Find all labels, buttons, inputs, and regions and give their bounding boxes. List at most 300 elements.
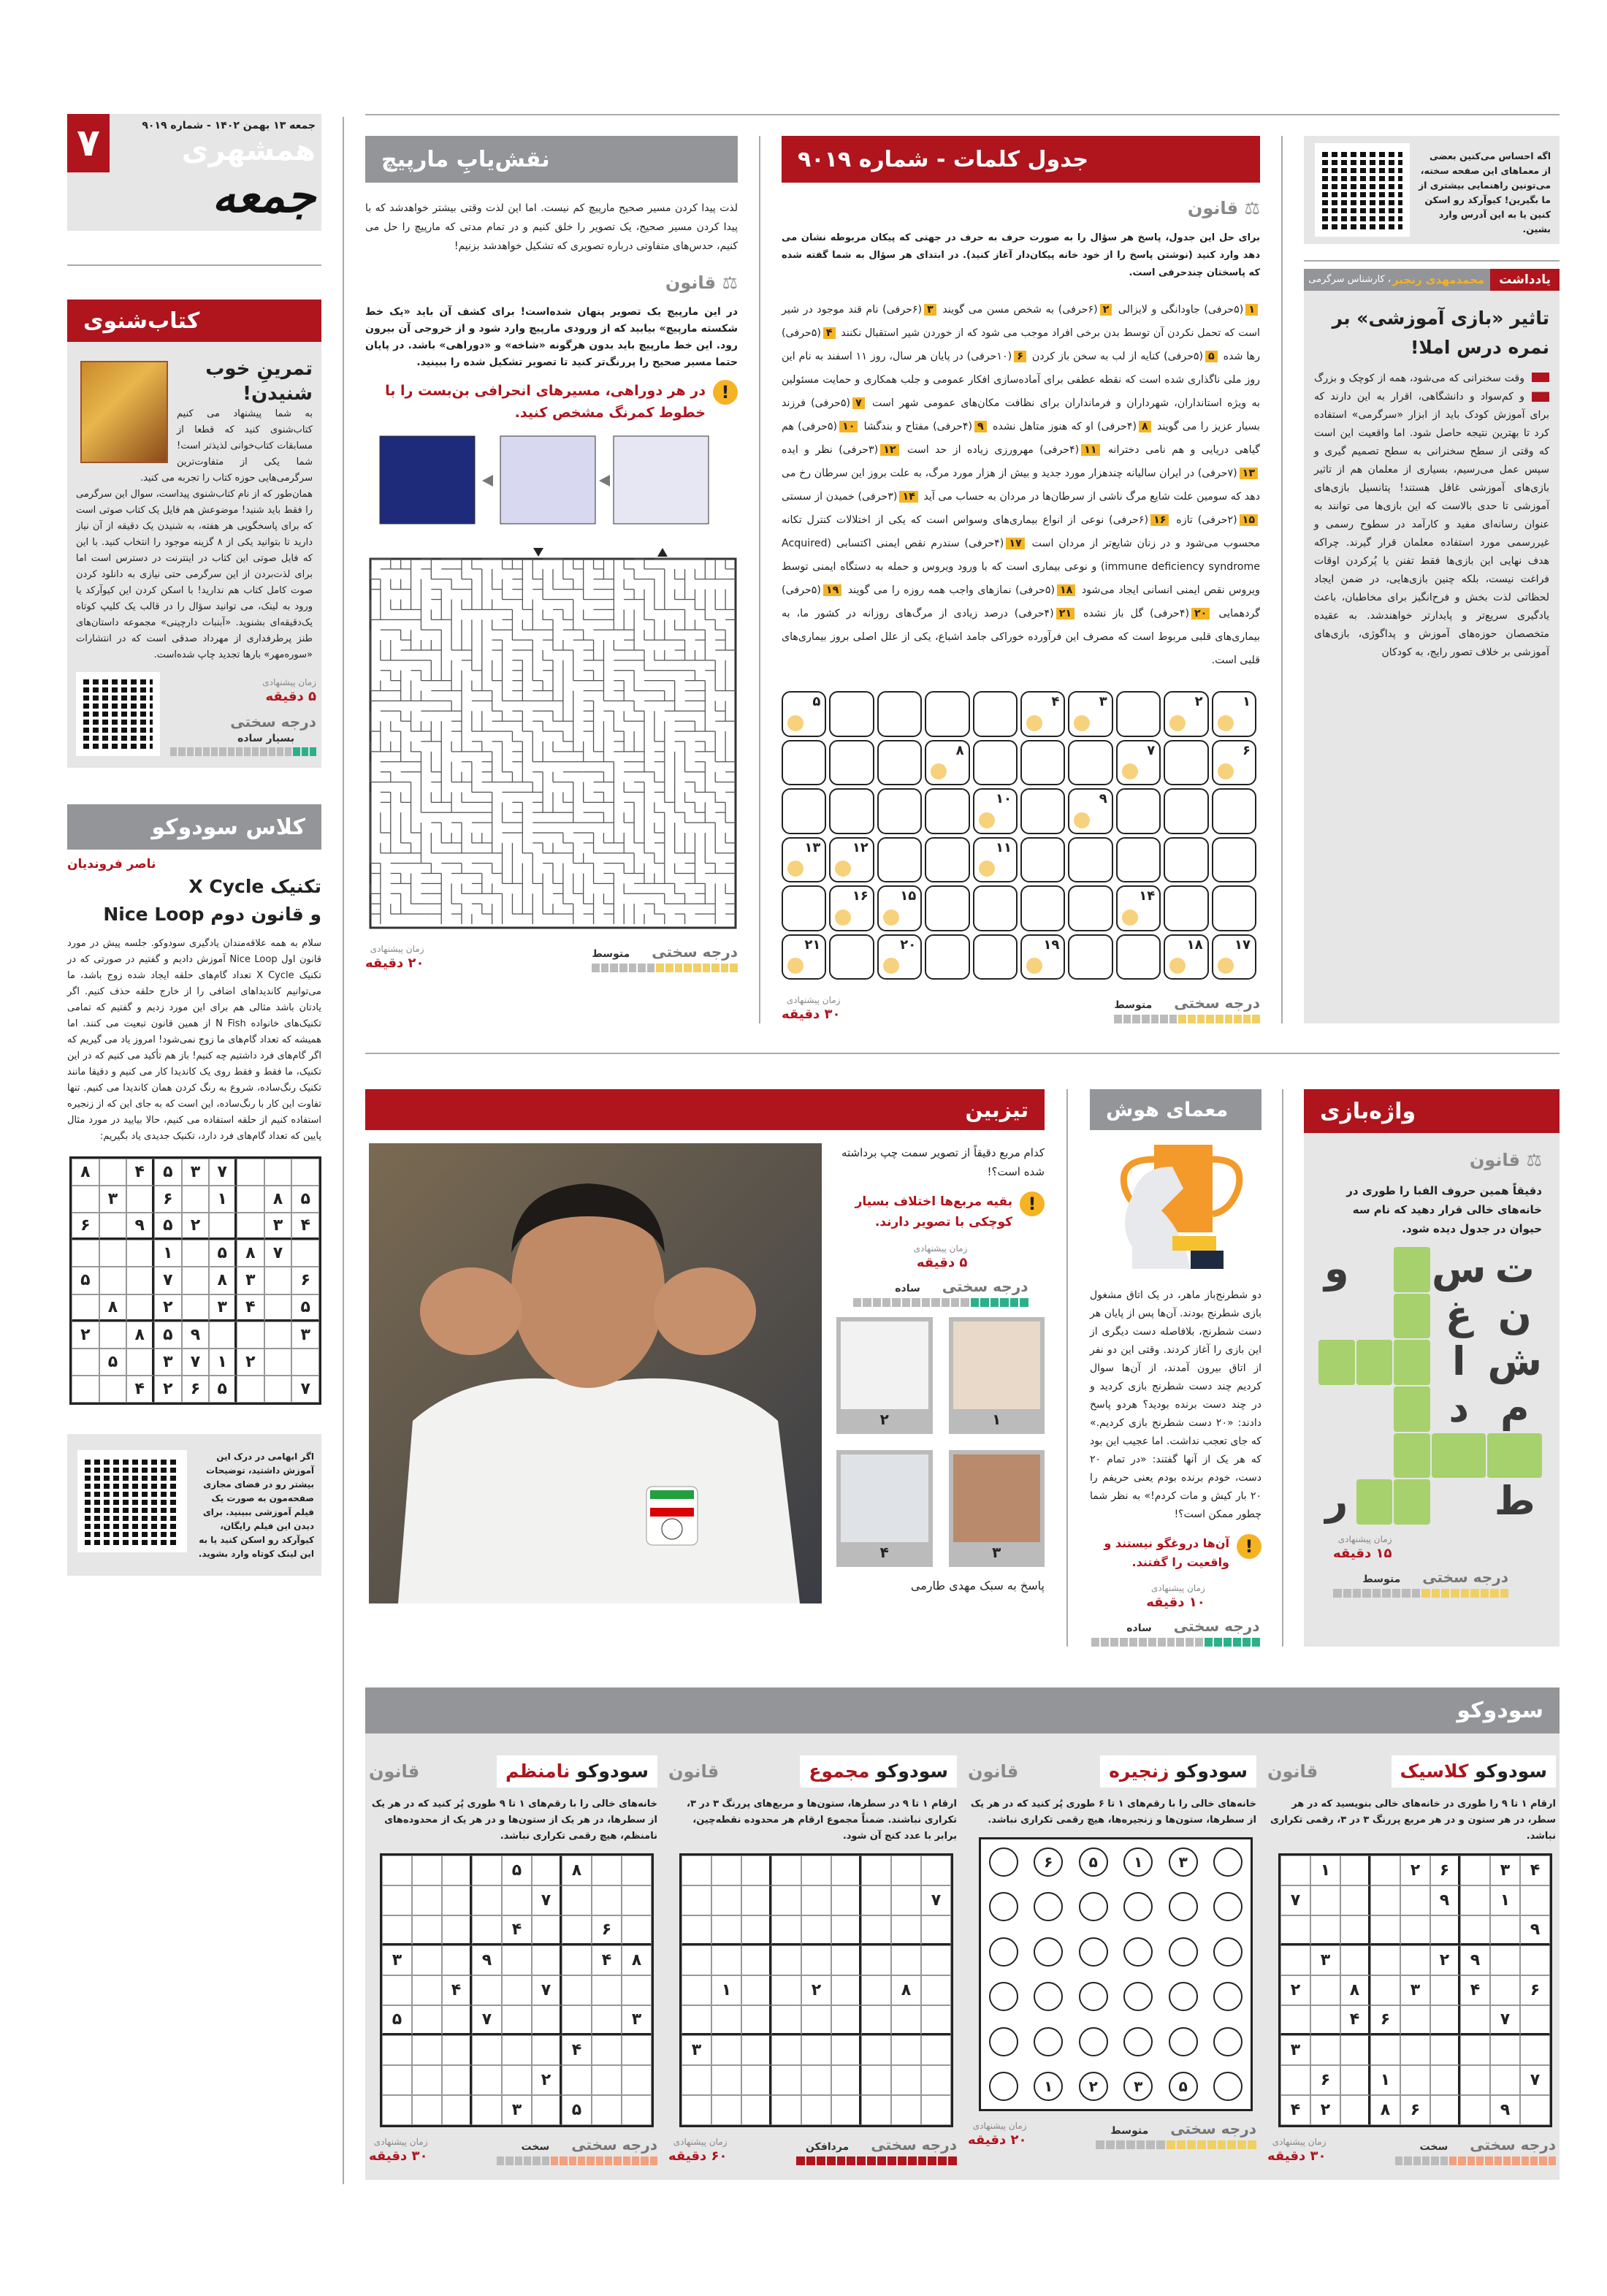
chain-circle[interactable] [1169, 1937, 1198, 1967]
sudoku-cell[interactable] [771, 1975, 801, 2005]
sudoku-cell[interactable] [771, 1856, 801, 1885]
chain-circle[interactable]: ۲ [1079, 2072, 1108, 2101]
sudoku-cell[interactable] [209, 1213, 237, 1240]
sudoku-cell[interactable] [502, 1945, 532, 1975]
sudoku-cell[interactable] [126, 1349, 154, 1376]
crossword-cell[interactable] [1116, 837, 1161, 883]
sudoku-cell[interactable] [264, 1159, 292, 1186]
sudoku-cell[interactable] [382, 1885, 412, 1915]
sudoku-cell[interactable] [1370, 1945, 1400, 1975]
sudoku-cell[interactable] [182, 1186, 210, 1213]
wordplay-empty-cell[interactable] [1487, 1433, 1542, 1479]
sudoku-cell[interactable] [442, 1856, 472, 1885]
sudoku-cell[interactable] [99, 1213, 127, 1240]
chain-circle[interactable] [1169, 2027, 1198, 2056]
sudoku-cell[interactable] [1430, 2005, 1460, 2035]
sudoku-cell[interactable] [831, 1885, 861, 1915]
sudoku-cell[interactable] [891, 2035, 921, 2065]
sudoku-cell[interactable] [741, 1885, 771, 1915]
sudoku-cell[interactable] [861, 1915, 891, 1945]
sudoku-cell[interactable] [412, 1885, 442, 1915]
sudoku-cell[interactable] [861, 2035, 891, 2065]
crossword-cell[interactable] [877, 788, 922, 834]
crossword-cell[interactable] [1020, 885, 1065, 931]
sudoku-cell[interactable] [442, 2065, 472, 2095]
crossword-cell[interactable] [1020, 837, 1065, 883]
sudoku-cell[interactable] [182, 1294, 210, 1321]
sudoku-cell[interactable] [771, 2095, 801, 2125]
sudoku-cell[interactable] [382, 2065, 412, 2095]
sudoku-cell[interactable] [1340, 2095, 1370, 2125]
sudoku-cell[interactable] [237, 1213, 264, 1240]
chain-circle[interactable] [1079, 1982, 1108, 2011]
sudoku-cell[interactable] [562, 1885, 592, 1915]
sudoku-cell[interactable] [711, 2095, 741, 2125]
chain-circle[interactable] [1213, 1937, 1243, 1967]
chain-circle[interactable] [1213, 2027, 1243, 2056]
crossword-cell[interactable] [877, 934, 922, 980]
crossword-cell[interactable] [1116, 788, 1161, 834]
sudoku-cell[interactable] [592, 2035, 622, 2065]
sudoku-cell[interactable] [801, 2005, 831, 2035]
chain-circle[interactable] [989, 1847, 1018, 1877]
sudoku-cell[interactable] [532, 1915, 562, 1945]
sudoku-cell[interactable] [382, 2035, 412, 2065]
sudoku-cell[interactable] [532, 2035, 562, 2065]
crossword-cell[interactable] [829, 691, 874, 737]
crossword-cell[interactable] [782, 934, 826, 980]
crossword-cell[interactable] [1212, 934, 1256, 980]
crossword-cell[interactable] [925, 740, 969, 786]
sudoku-cell[interactable] [442, 2035, 472, 2065]
sudoku-cell[interactable] [861, 1856, 891, 1885]
sudoku-cell[interactable] [861, 2065, 891, 2095]
chain-circle[interactable] [1079, 2027, 1108, 2056]
sudoku-cell[interactable] [562, 2005, 592, 2035]
sudoku-cell[interactable] [1400, 2035, 1430, 2065]
sudoku-cell[interactable] [472, 2095, 502, 2125]
sudoku-cell[interactable] [771, 2065, 801, 2095]
spot-option-1[interactable] [949, 1317, 1045, 1434]
sudoku-cell[interactable] [831, 1915, 861, 1945]
sudoku-cell[interactable] [264, 1267, 292, 1294]
sudoku-cell[interactable] [831, 2095, 861, 2125]
sudoku-cell[interactable] [682, 2065, 711, 2095]
chain-circle[interactable] [1123, 1982, 1153, 2011]
sudoku-grid[interactable] [679, 1853, 953, 2127]
sudoku-cell[interactable] [1370, 1885, 1400, 1915]
sudoku-cell[interactable] [891, 1945, 921, 1975]
sudoku-cell[interactable] [1430, 1975, 1460, 2005]
maze-puzzle[interactable] [369, 546, 738, 930]
crossword-cell[interactable] [1020, 691, 1065, 737]
sudoku-cell[interactable] [861, 1975, 891, 2005]
crossword-cell[interactable] [782, 837, 826, 883]
sudoku-cell[interactable] [502, 1885, 532, 1915]
sudoku-cell[interactable] [1310, 1885, 1340, 1915]
crossword-cell[interactable] [829, 740, 874, 786]
chain-circle[interactable] [989, 2027, 1018, 2056]
chain-circle[interactable] [1079, 1892, 1108, 1921]
sudoku-cell[interactable] [1340, 1856, 1370, 1885]
sudoku-cell[interactable] [1490, 1945, 1520, 1975]
hint-qr-code[interactable] [1315, 143, 1410, 237]
crossword-cell[interactable] [1068, 837, 1112, 883]
sudoku-cell[interactable] [126, 1186, 154, 1213]
sudoku-cell[interactable] [382, 1856, 412, 1885]
chain-circle[interactable] [1123, 2027, 1153, 2056]
sudoku-cell[interactable] [622, 1915, 652, 1945]
wordplay-empty-cell[interactable] [1394, 1479, 1430, 1525]
sudoku-cell[interactable] [622, 1856, 652, 1885]
sudoku-cell[interactable] [562, 1945, 592, 1975]
sudoku-cell[interactable] [1400, 2005, 1430, 2035]
sudoku-cell[interactable] [99, 1376, 127, 1403]
sudoku-cell[interactable] [1460, 1856, 1490, 1885]
sudoku-cell[interactable] [592, 1975, 622, 2005]
sudoku-cell[interactable] [891, 1915, 921, 1945]
sudoku-cell[interactable] [1280, 2065, 1310, 2095]
crossword-cell[interactable] [973, 691, 1018, 737]
sudoku-cell[interactable] [622, 2065, 652, 2095]
sudoku-cell[interactable] [412, 2065, 442, 2095]
crossword-cell[interactable] [1212, 691, 1256, 737]
crossword-cell[interactable] [877, 837, 922, 883]
sudoku-cell[interactable] [412, 2095, 442, 2125]
chain-circle[interactable] [1213, 2072, 1243, 2101]
sudoku-cell[interactable] [1460, 1885, 1490, 1915]
sudoku-cell[interactable] [682, 1856, 711, 1885]
sudoku-cell[interactable] [741, 1856, 771, 1885]
crossword-cell[interactable] [925, 934, 969, 980]
sudoku-cell[interactable] [1520, 1945, 1550, 1975]
chain-circle[interactable] [1123, 1892, 1153, 1921]
sudoku-cell[interactable] [182, 1267, 210, 1294]
chain-circle[interactable]: ۱ [1123, 1847, 1153, 1877]
sudoku-cell[interactable] [622, 1975, 652, 2005]
sudoku-cell[interactable] [1400, 1915, 1430, 1945]
sudoku-cell[interactable] [921, 2065, 951, 2095]
sudoku-cell[interactable] [1490, 1915, 1520, 1945]
sudoku-cell[interactable] [1460, 2095, 1490, 2125]
sudoku-cell[interactable] [502, 2035, 532, 2065]
crossword-cell[interactable] [1116, 740, 1161, 786]
crossword-cell[interactable] [877, 691, 922, 737]
sudoku-cell[interactable] [237, 1186, 264, 1213]
sudoku-cell[interactable] [1460, 1915, 1490, 1945]
wordplay-empty-cell[interactable] [1432, 1433, 1486, 1479]
crossword-cell[interactable] [782, 788, 826, 834]
sudoku-cell[interactable] [532, 1856, 562, 1885]
sudoku-grid[interactable] [380, 1853, 654, 2127]
sudoku-cell[interactable] [861, 1945, 891, 1975]
sudoku-cell[interactable] [831, 2035, 861, 2065]
crossword-cell[interactable] [1020, 934, 1065, 980]
sudoku-cell[interactable] [412, 2035, 442, 2065]
crossword-cell[interactable] [1164, 691, 1208, 737]
sudoku-cell[interactable] [99, 1321, 127, 1349]
sudoku-cell[interactable] [72, 1240, 99, 1267]
crossword-cell[interactable] [1116, 934, 1161, 980]
sudoku-cell[interactable] [771, 1885, 801, 1915]
sudoku-cell[interactable] [382, 1975, 412, 2005]
chain-circle[interactable] [1213, 1847, 1243, 1877]
sudoku-cell[interactable] [801, 1915, 831, 1945]
chain-circle[interactable] [989, 1892, 1018, 1921]
sudoku-cell[interactable] [891, 2095, 921, 2125]
sudoku-cell[interactable] [1310, 2035, 1340, 2065]
sudoku-cell[interactable] [771, 2005, 801, 2035]
crossword-cell[interactable] [1116, 691, 1161, 737]
sudoku-cell[interactable] [1520, 1885, 1550, 1915]
sudoku-cell[interactable] [741, 2095, 771, 2125]
sudoku-cell[interactable] [472, 2035, 502, 2065]
chain-circle[interactable] [1034, 1892, 1063, 1921]
sudoku-cell[interactable] [237, 1159, 264, 1186]
sudoku-cell[interactable] [1340, 1885, 1370, 1915]
sudoku-cell[interactable] [741, 2005, 771, 2035]
sudoku-cell[interactable] [711, 2065, 741, 2095]
sudoku-cell[interactable] [1280, 1856, 1310, 1885]
sudoku-cell[interactable] [592, 2065, 622, 2095]
sudoku-cell[interactable] [532, 1945, 562, 1975]
sudoku-cell[interactable] [126, 1294, 154, 1321]
sudoku-cell[interactable] [1520, 2005, 1550, 2035]
sudoku-cell[interactable] [682, 1975, 711, 2005]
sudoku-cell[interactable] [741, 1945, 771, 1975]
chain-circle[interactable] [989, 1982, 1018, 2011]
spot-option-3[interactable] [949, 1450, 1045, 1567]
sudoku-cell[interactable] [711, 1945, 741, 1975]
sudoku-cell[interactable] [1370, 1856, 1400, 1885]
sudoku-cell[interactable] [1400, 1945, 1430, 1975]
sudoku-cell[interactable] [831, 1945, 861, 1975]
spot-option-4[interactable] [836, 1450, 933, 1567]
sudoku-cell[interactable] [72, 1376, 99, 1403]
sudoku-cell[interactable] [264, 1376, 292, 1403]
sudoku-cell[interactable] [99, 1267, 127, 1294]
crossword-cell[interactable] [1068, 788, 1112, 834]
sudoku-cell[interactable] [861, 1885, 891, 1915]
spot-option-2[interactable] [836, 1317, 933, 1434]
sudoku-cell[interactable] [801, 1945, 831, 1975]
sudoku-cell[interactable] [562, 1915, 592, 1945]
chain-circle[interactable] [1034, 1937, 1063, 1967]
sudoku-cell[interactable] [382, 1915, 412, 1945]
sudoku-cell[interactable] [1400, 1885, 1430, 1915]
crossword-cell[interactable] [1212, 740, 1256, 786]
crossword-cell[interactable] [1164, 788, 1208, 834]
wordplay-empty-cell[interactable] [1356, 1340, 1393, 1385]
crossword-cell[interactable] [925, 885, 969, 931]
sudoku-cell[interactable] [1370, 2035, 1400, 2065]
sudoku-cell[interactable] [1340, 1945, 1370, 1975]
sudoku-cell[interactable] [264, 1349, 292, 1376]
sudoku-cell[interactable] [831, 1856, 861, 1885]
crossword-cell[interactable] [973, 885, 1018, 931]
sudoku-cell[interactable] [72, 1186, 99, 1213]
sudoku-cell[interactable] [264, 1294, 292, 1321]
sudoku-cell[interactable] [682, 1945, 711, 1975]
chain-circle[interactable] [1079, 1937, 1108, 1967]
wordplay-empty-cell[interactable] [1394, 1340, 1430, 1385]
sudoku-cell[interactable] [682, 2095, 711, 2125]
sudoku-cell[interactable] [412, 2005, 442, 2035]
sudoku-cell[interactable] [472, 1915, 502, 1945]
sudoku-cell[interactable] [592, 2005, 622, 2035]
sudoku-cell[interactable] [1310, 2005, 1340, 2035]
sudoku-cell[interactable] [891, 1885, 921, 1915]
sudoku-cell[interactable] [442, 2005, 472, 2035]
sudoku-cell[interactable] [472, 1885, 502, 1915]
sudoku-cell[interactable] [1520, 2035, 1550, 2065]
sudoku-grid[interactable] [1278, 1853, 1552, 2127]
crossword-cell[interactable] [1164, 885, 1208, 931]
sudoku-cell[interactable] [1280, 1945, 1310, 1975]
sudoku-cell[interactable] [711, 2005, 741, 2035]
crossword-cell[interactable] [1164, 837, 1208, 883]
sudoku-cell[interactable] [771, 1945, 801, 1975]
chain-circle[interactable] [1123, 1937, 1153, 1967]
sudoku-cell[interactable] [831, 1975, 861, 2005]
sudoku-cell[interactable] [1430, 2095, 1460, 2125]
sudoku-cell[interactable] [801, 2035, 831, 2065]
crossword-cell[interactable] [1020, 788, 1065, 834]
sudoku-cell[interactable] [622, 2035, 652, 2065]
sudoku-cell[interactable] [562, 1975, 592, 2005]
sudoku-cell[interactable] [921, 1915, 951, 1945]
sudoku-cell[interactable] [1430, 2035, 1460, 2065]
sudoku-cell[interactable] [592, 1885, 622, 1915]
crossword-cell[interactable] [1212, 885, 1256, 931]
chain-circle[interactable]: ۳ [1169, 1847, 1198, 1877]
sudoku-cell[interactable] [1430, 2065, 1460, 2095]
chain-circle[interactable]: ۵ [1169, 2072, 1198, 2101]
sudoku-cell[interactable] [801, 1885, 831, 1915]
crossword-cell[interactable] [877, 740, 922, 786]
sudoku-cell[interactable] [472, 1975, 502, 2005]
sudoku-cell[interactable] [622, 2095, 652, 2125]
crossword-cell[interactable] [1068, 934, 1112, 980]
sudoku-cell[interactable] [412, 1975, 442, 2005]
sudoku-cell[interactable] [472, 1856, 502, 1885]
crossword-cell[interactable] [925, 788, 969, 834]
crossword-cell[interactable] [925, 837, 969, 883]
crossword-cell[interactable] [973, 837, 1018, 883]
sudoku-cell[interactable] [921, 2095, 951, 2125]
crossword-cell[interactable] [829, 788, 874, 834]
sudoku-cell[interactable] [711, 1856, 741, 1885]
sudoku-cell[interactable] [502, 1975, 532, 2005]
chain-circle[interactable] [1213, 1892, 1243, 1921]
sudoku-cell[interactable] [741, 1915, 771, 1945]
sudoku-cell[interactable] [291, 1159, 319, 1186]
wordplay-empty-cell[interactable] [1394, 1294, 1430, 1339]
sudoku-cell[interactable] [442, 1945, 472, 1975]
sudoku-cell[interactable] [921, 1975, 951, 2005]
chain-circle[interactable] [989, 2072, 1018, 2101]
sudoku-cell[interactable] [1460, 2005, 1490, 2035]
wordplay-empty-cell[interactable] [1394, 1387, 1430, 1432]
crossword-cell[interactable] [829, 837, 874, 883]
sudoku-cell[interactable] [472, 2065, 502, 2095]
sudoku-cell[interactable] [291, 1349, 319, 1376]
sudoku-cell[interactable] [1490, 2065, 1520, 2095]
crossword-cell[interactable] [1212, 837, 1256, 883]
sudoku-cell[interactable] [209, 1321, 237, 1349]
sudoku-cell[interactable] [1400, 2065, 1430, 2095]
crossword-cell[interactable] [1068, 885, 1112, 931]
wordplay-empty-cell[interactable] [1394, 1247, 1430, 1292]
sudoku-cell[interactable] [921, 1945, 951, 1975]
crossword-cell[interactable] [925, 691, 969, 737]
sudoku-cell[interactable] [891, 2005, 921, 2035]
sudoku-cell[interactable] [502, 2005, 532, 2035]
sudoku-cell[interactable] [831, 2065, 861, 2095]
chain-circle[interactable]: ۶ [1034, 1847, 1063, 1877]
sudoku-cell[interactable] [532, 2005, 562, 2035]
sudoku-cell[interactable] [1340, 1915, 1370, 1945]
crossword-cell[interactable] [973, 934, 1018, 980]
sudoku-cell[interactable] [801, 1856, 831, 1885]
sudoku-cell[interactable] [622, 1885, 652, 1915]
crossword-cell[interactable] [1164, 934, 1208, 980]
sudoku-cell[interactable] [1280, 2005, 1310, 2035]
sudoku-class-qr-code[interactable] [77, 1450, 187, 1552]
sudoku-cell[interactable] [891, 2065, 921, 2095]
sudoku-cell[interactable] [264, 1321, 292, 1349]
sudoku-cell[interactable] [711, 1885, 741, 1915]
sudoku-cell[interactable] [382, 2095, 412, 2125]
crossword-cell[interactable] [1068, 740, 1112, 786]
sudoku-cell[interactable] [1310, 1915, 1340, 1945]
chain-circle[interactable] [1213, 1982, 1243, 2011]
chain-circle[interactable]: ۳ [1123, 2072, 1153, 2101]
sudoku-cell[interactable] [1340, 2035, 1370, 2065]
sudoku-cell[interactable] [1490, 2035, 1520, 2065]
sudoku-cell[interactable] [1430, 1915, 1460, 1945]
crossword-cell[interactable] [1164, 740, 1208, 786]
sudoku-cell[interactable] [126, 1240, 154, 1267]
sudoku-cell[interactable] [442, 1915, 472, 1945]
crossword-cell[interactable] [973, 788, 1018, 834]
sudoku-cell[interactable] [72, 1294, 99, 1321]
sudoku-cell[interactable] [741, 2065, 771, 2095]
sudoku-cell[interactable] [1460, 2065, 1490, 2095]
sudoku-cell[interactable] [72, 1349, 99, 1376]
sudoku-cell[interactable] [771, 2035, 801, 2065]
sudoku-cell[interactable] [237, 1321, 264, 1349]
sudoku-cell[interactable] [1490, 1975, 1520, 2005]
crossword-cell[interactable] [782, 691, 826, 737]
sudoku-cell[interactable] [861, 2005, 891, 2035]
sudoku-cell[interactable] [412, 1915, 442, 1945]
sudoku-cell[interactable] [442, 2095, 472, 2125]
wordplay-empty-cell[interactable] [1356, 1479, 1393, 1525]
sudoku-cell[interactable] [741, 2035, 771, 2065]
crossword-cell[interactable] [1116, 885, 1161, 931]
sudoku-cell[interactable] [1370, 1975, 1400, 2005]
sudoku-cell[interactable] [1460, 2035, 1490, 2065]
sudoku-cell[interactable] [99, 1240, 127, 1267]
chain-circle[interactable] [989, 1937, 1018, 1967]
sudoku-cell[interactable] [1310, 1975, 1340, 2005]
sudoku-cell[interactable] [562, 2065, 592, 2095]
crossword-cell[interactable] [829, 934, 874, 980]
sudoku-cell[interactable] [682, 1885, 711, 1915]
sudoku-cell[interactable] [801, 2095, 831, 2125]
sudoku-cell[interactable] [1370, 1915, 1400, 1945]
